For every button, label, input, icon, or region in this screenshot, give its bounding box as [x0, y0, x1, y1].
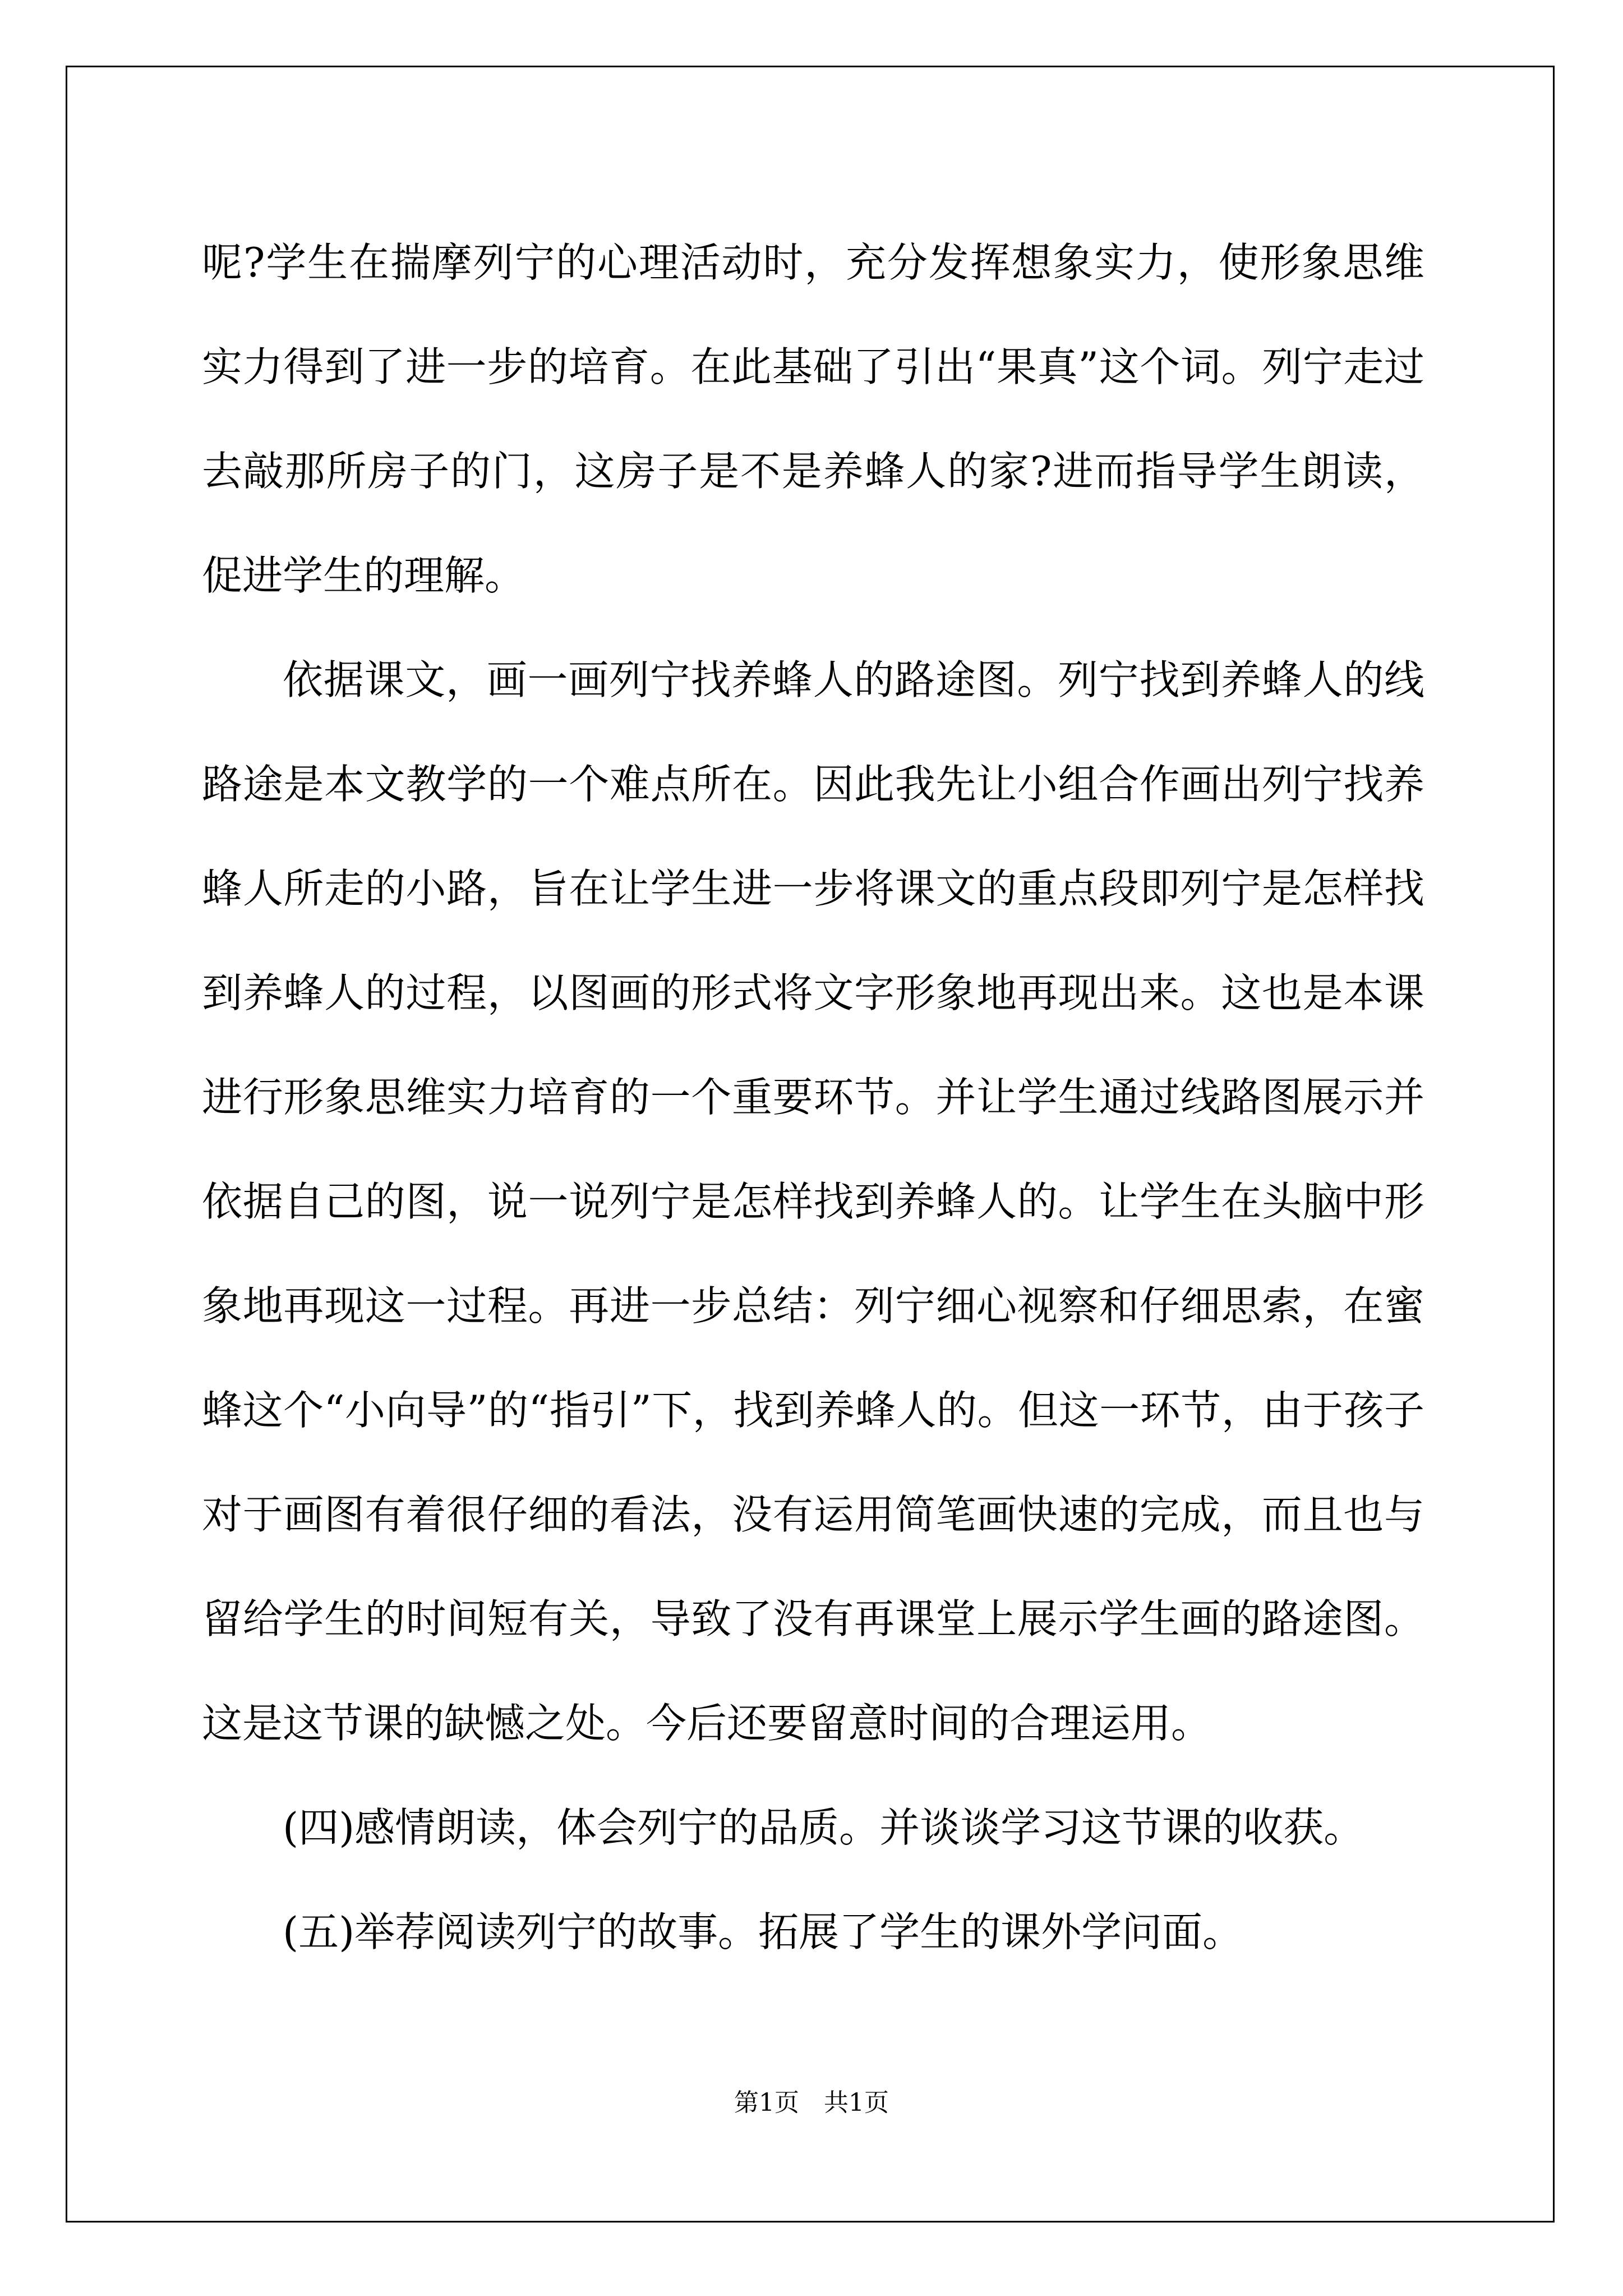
paragraph-step-five: (五)举荐阅读列宁的故事。拓展了学生的课外学问面。: [283, 1908, 1243, 1955]
paragraph-step-four: (四)感情朗读，体会列宁的品质。并谈谈学习这节课的收获。: [283, 1804, 1364, 1851]
document-body: [202, 210, 1424, 1984]
paragraph-route-map: 依据课文，画一画列宁找养蜂人的路途图。列宁找到养蜂人的线路途是本文教学的一个难点所在。因此我先让小组合作画出列宁找养蜂人所走的小路，旨在让学生进一步将课文的重点段即列宁是怎样找到养蜂人的过程，以图画的形式将文字形象地再现出来。这也是本课进行形象思维实力培育的一个重要环节。并让学生通过线路图展示并依据自己的图，说一说列宁是怎样找到养蜂人的。让学生在头脑中形象地再现这一过程。再进一步总结：列宁细心视察和仔细思索，在蜜蜂这个“小向导”的“指引”下，找到养蜂人的。但这一环节，由于孩子对于画图有着很仔细的看法，没有运用简笔画快速的完成，而且也与留给学生的时间短有关，导致了没有再课堂上展示学生画的路途图。这是这节课的缺憾之处。今后还要留意时间的合理运用。: [202, 656, 1424, 1747]
paragraph-continuation: 呢?学生在揣摩列宁的心理活动时，充分发挥想象实力，使形象思维实力得到了进一步的培育。在此基础了引出“果真”这个词。列宁走过去敲那所房子的门，这房子是不是养蜂人的家?进而指导学生朗读，促进学生的理解。: [202, 239, 1424, 599]
page-footer: 第1页 共1页: [734, 2088, 889, 2117]
